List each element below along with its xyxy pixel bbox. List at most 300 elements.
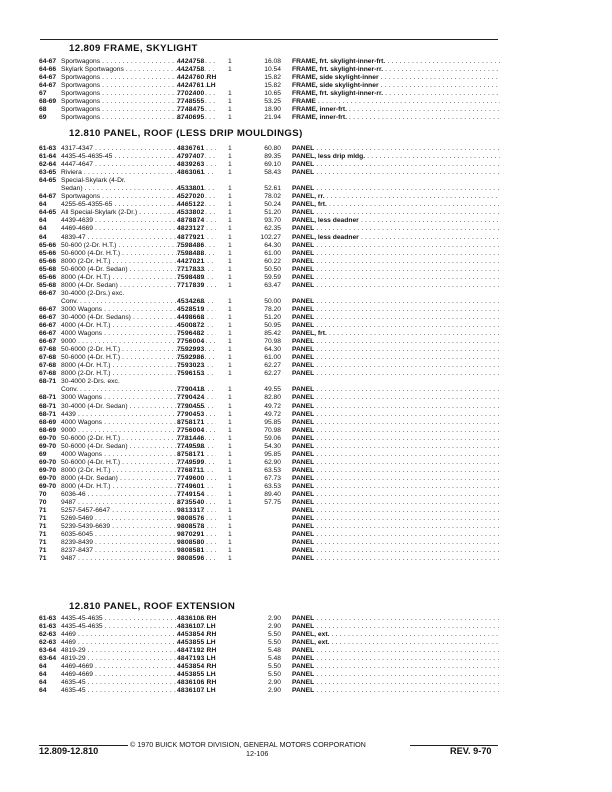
model-description-text: 6036-46 . . .: [61, 491, 216, 498]
price: 52.61: [264, 185, 281, 193]
model-year: 66-67: [39, 305, 57, 313]
price: 53.25: [264, 98, 281, 106]
model-year: 64: [39, 225, 47, 233]
top-rule: [40, 39, 498, 40]
part-name: [292, 201, 500, 209]
part-name-text: PANEL . . .: [292, 362, 500, 369]
section-title-panel-roof-extension: 12.810 PANEL, ROOF EXTENSION: [69, 601, 236, 612]
model-year: 62-63: [39, 631, 57, 639]
quantity: 1: [228, 209, 232, 217]
model-description-text: 5239-5439-6639 . . .: [61, 523, 216, 530]
part-name-text: PANEL . . .: [292, 515, 500, 522]
price: 95.85: [264, 418, 281, 426]
part-number: 7790455: [177, 402, 205, 410]
part-name: [292, 451, 500, 459]
part-name-text: PANEL . . .: [292, 679, 500, 686]
model-description-text: 4839-47 . . .: [61, 234, 216, 241]
part-number: 8758171: [177, 450, 205, 458]
part-name: [292, 298, 500, 306]
part-name: [292, 386, 500, 394]
part-name-text: PANEL . . .: [292, 615, 500, 622]
model-description-text: Riviera . . .: [61, 169, 216, 176]
quantity: 1: [228, 161, 232, 169]
quantity: 1: [228, 225, 232, 233]
quantity: 1: [228, 474, 232, 482]
part-name: [292, 539, 500, 547]
part-number: 7598488: [177, 249, 205, 257]
part-number: 7749600: [177, 474, 205, 482]
model-description-text: 4439-4639 . . .: [61, 217, 216, 224]
part-name-text: PANEL . . .: [292, 427, 500, 434]
part-name-text: PANEL . . .: [292, 491, 500, 498]
part-name-text: PANEL . . .: [292, 623, 500, 630]
model-description-text: 4435-45-4635-45 . . .: [61, 153, 216, 160]
quantity: 1: [228, 531, 232, 539]
quantity: 1: [228, 410, 232, 418]
part-number: 9870291: [177, 531, 205, 539]
price: 61.00: [264, 249, 281, 257]
model-description-text: Conv. . . .: [61, 386, 216, 393]
part-number: 4453855 LH: [177, 639, 216, 647]
price: 5.50: [267, 639, 281, 647]
quantity: 1: [228, 507, 232, 515]
part-name-text: PANEL . . .: [292, 225, 500, 232]
part-name: [292, 687, 500, 695]
part-name-text: FRAME, inner-frt. . . .: [292, 114, 500, 121]
part-number: 4839263: [177, 161, 205, 169]
price: 64.30: [264, 346, 281, 354]
model-year: 64-67: [39, 74, 57, 82]
price: 64.30: [264, 241, 281, 249]
part-number: 7756004: [177, 426, 205, 434]
model-description-text: 4469 . . .: [61, 631, 216, 638]
part-name: [292, 185, 500, 193]
quantity: 1: [228, 201, 232, 209]
model-year: 62-64: [39, 161, 57, 169]
quantity: 1: [228, 90, 232, 98]
part-name: [292, 394, 500, 402]
model-year: 71: [39, 547, 47, 555]
quantity: 1: [228, 499, 232, 507]
part-name: [292, 531, 500, 539]
part-number: 7749599: [177, 458, 205, 466]
model-year: 66-67: [39, 289, 57, 297]
part-number: 4836107 LH: [177, 623, 216, 631]
quantity: 1: [228, 386, 232, 394]
model-year: 64-67: [39, 82, 57, 90]
price: 62.27: [264, 370, 281, 378]
model-year: 64-67: [39, 58, 57, 65]
part-name: [292, 647, 500, 655]
model-description-text: 4000 (4-Dr. H.T.) . . .: [61, 322, 216, 329]
part-name-text: PANEL . . .: [292, 467, 500, 474]
part-name-text: PANEL . . .: [292, 161, 500, 168]
price: 69.10: [264, 161, 281, 169]
part-name: [292, 338, 500, 346]
part-name: [292, 547, 500, 555]
part-name: [292, 663, 500, 671]
price: 16.08: [264, 58, 281, 65]
model-description: [61, 290, 216, 298]
price: 10.54: [264, 66, 281, 74]
model-year: 69-70: [39, 458, 57, 466]
part-number: 4528519: [177, 305, 205, 313]
part-number: 4534268: [177, 297, 205, 305]
quantity: 1: [228, 233, 232, 241]
part-name: [292, 322, 500, 330]
footer-page-number: 12-106: [246, 749, 269, 758]
part-number: 4863061: [177, 169, 205, 177]
model-year: 64: [39, 679, 47, 687]
part-name-text: PANEL . . .: [292, 687, 500, 694]
price: 57.75: [264, 499, 281, 507]
model-year: 64-65: [39, 177, 57, 185]
part-name: [292, 403, 500, 411]
model-year: 64-65: [39, 209, 57, 217]
part-name: [292, 499, 500, 507]
price: 5.48: [267, 647, 281, 655]
model-description-text: 8000 (2-Dr. H.T.) . . .: [61, 258, 216, 265]
model-year: 64: [39, 233, 47, 241]
model-year: 71: [39, 531, 47, 539]
part-name: [292, 225, 500, 233]
part-number: 4453854 RH: [177, 663, 217, 671]
model-year: 69-70: [39, 474, 57, 482]
model-year: 61-63: [39, 615, 57, 622]
price: 58.43: [264, 169, 281, 177]
section-title-frame-skylight: 12.809 FRAME, SKYLIGHT: [69, 43, 198, 54]
part-number: 4427021: [177, 257, 205, 265]
price: 15.82: [264, 74, 281, 82]
part-name: [292, 354, 500, 362]
quantity: 1: [228, 241, 232, 249]
part-name: [292, 145, 500, 153]
part-number: 7598486: [177, 241, 205, 249]
model-year: 61-63: [39, 145, 57, 152]
part-number: 4453854 RH: [177, 631, 217, 639]
quantity: 1: [228, 491, 232, 499]
part-number: 4836106 RH: [177, 615, 217, 622]
model-description-text: 30-4000 (4-Dr. Sedans) . . .: [61, 314, 216, 321]
part-number: 7717839: [177, 281, 205, 289]
model-description-text: Special-Skylark (4-Dr.: [61, 177, 126, 185]
part-name: [292, 671, 500, 679]
model-description-text: 4255-65-4355-65 . . .: [61, 201, 216, 208]
model-year: 68-69: [39, 418, 57, 426]
model-description: [61, 177, 216, 185]
part-name-text: PANEL . . .: [292, 655, 500, 662]
model-year: 63-64: [39, 655, 57, 663]
model-description-text: 4435-45-4635 . . .: [61, 623, 216, 630]
model-description-text: 30-4000 (4-Dr. Sedan) . . .: [61, 403, 216, 410]
part-number: 7768711: [177, 466, 205, 474]
model-year: 66-67: [39, 313, 57, 321]
quantity: 1: [228, 338, 232, 346]
model-description-text: Sportwagons . . .: [61, 106, 216, 113]
model-description-text: 50-6000 (4-Dr. H.T.) . . .: [61, 354, 216, 361]
quantity: 1: [228, 426, 232, 434]
quantity: 1: [228, 354, 232, 362]
model-description: [61, 378, 216, 386]
part-name-text: PANEL, less drip mldg. . . .: [292, 153, 500, 160]
model-description-text: 50-6000 (4-Dr. Sedan) . . .: [61, 266, 216, 273]
model-year: 68-71: [39, 394, 57, 402]
price: 2.90: [267, 615, 281, 622]
model-year: 68-69: [39, 426, 57, 434]
model-description-text: 50-6000 (4-Dr. H.T.) . . .: [61, 459, 216, 466]
model-year: 68-69: [39, 98, 57, 106]
quantity: 1: [228, 466, 232, 474]
model-description-text: 4635-45 . . .: [61, 687, 216, 694]
model-year: 67-68: [39, 362, 57, 370]
price: 5.50: [267, 631, 281, 639]
price: 49.55: [264, 386, 281, 394]
price: 21.94: [264, 114, 281, 122]
model-description-text: 4439 . . .: [61, 411, 216, 418]
price: 102.27: [260, 233, 281, 241]
model-description-text: Conv. . . .: [61, 298, 216, 305]
footer-revision: REV. 9-70: [450, 746, 492, 756]
model-year: 67: [39, 90, 47, 98]
model-year: 69-70: [39, 442, 57, 450]
part-number: 7596482: [177, 330, 205, 338]
quantity: 1: [228, 58, 232, 65]
model-description-text: 6035-6045 . . .: [61, 531, 216, 538]
part-name: [292, 491, 500, 499]
part-name: [292, 515, 500, 523]
part-name: [292, 507, 500, 515]
part-name-text: FRAME, frt. skylight-inner-rr. . . .: [292, 90, 500, 97]
price: 49.72: [264, 402, 281, 410]
price: 54.30: [264, 442, 281, 450]
part-name-text: FRAME, side skylight-inner . . .: [292, 82, 500, 89]
model-description-text: 8239-8439 . . .: [61, 539, 216, 546]
model-year: 67-68: [39, 354, 57, 362]
part-name: [292, 555, 500, 563]
model-description-text: 8000 (4-Dr. H.T.) . . .: [61, 274, 216, 281]
model-description-text: 8000 (4-Dr. Sedan) . . .: [61, 282, 216, 289]
part-name-text: PANEL . . .: [292, 531, 500, 538]
model-description-text: 9000 . . .: [61, 427, 216, 434]
part-number: 4533801: [177, 185, 205, 193]
part-number: 4797407: [177, 153, 205, 161]
part-name-text: PANEL . . .: [292, 435, 500, 442]
part-name: [292, 282, 500, 290]
quantity: 1: [228, 106, 232, 114]
part-number: 7596153: [177, 370, 205, 378]
part-name: [292, 631, 500, 639]
model-description-text: 8000 (4-Dr. H.T.) . . .: [61, 362, 216, 369]
model-year: 68-71: [39, 410, 57, 418]
part-name-text: PANEL . . .: [292, 242, 500, 249]
price: 60.80: [264, 145, 281, 152]
price: 78.02: [264, 193, 281, 201]
part-number: 4498668: [177, 313, 205, 321]
part-number: 8735540: [177, 499, 205, 507]
part-number: 7598489: [177, 273, 205, 281]
price: 50.95: [264, 322, 281, 330]
model-description-text: Sportwagons . . .: [61, 98, 216, 105]
part-name-text: PANEL . . .: [292, 663, 500, 670]
part-name-text: PANEL . . .: [292, 539, 500, 546]
model-year: 71: [39, 515, 47, 523]
quantity: 1: [228, 539, 232, 547]
part-name-text: PANEL . . .: [292, 459, 500, 466]
price: 10.65: [264, 90, 281, 98]
part-name: [292, 266, 500, 274]
price: 85.42: [264, 330, 281, 338]
part-name-text: PANEL . . .: [292, 671, 500, 678]
quantity: 1: [228, 153, 232, 161]
part-name-text: FRAME, frt. skylight-inner-frt. . . .: [292, 58, 500, 65]
model-year: 71: [39, 555, 47, 563]
price: 67.73: [264, 474, 281, 482]
quantity: 1: [228, 370, 232, 378]
part-name-text: PANEL . . .: [292, 306, 500, 313]
quantity: 1: [228, 169, 232, 177]
part-number: 7593023: [177, 362, 205, 370]
part-name-text: PANEL . . .: [292, 386, 500, 393]
model-description-text: 4000 Wagons . . .: [61, 419, 216, 426]
model-description-text: 4317-4347 . . .: [61, 145, 216, 152]
price: 61.00: [264, 354, 281, 362]
part-name: [292, 306, 500, 314]
part-name-text: PANEL . . .: [292, 298, 500, 305]
model-year: 65-68: [39, 265, 57, 273]
model-description-text: Sportwagons . . .: [61, 74, 216, 81]
part-name: [292, 242, 500, 250]
part-name: [292, 90, 500, 98]
model-description-text: Sportwagons . . .: [61, 82, 216, 89]
part-name-text: PANEL, frt. . . .: [292, 330, 500, 337]
part-name: [292, 346, 500, 354]
part-name: [292, 467, 500, 475]
part-name: [292, 153, 500, 161]
part-number: 7748475: [177, 106, 205, 114]
price: 51.20: [264, 209, 281, 217]
price: 18.90: [264, 106, 281, 114]
part-number: 4836761: [177, 145, 205, 152]
part-name-text: PANEL . . .: [292, 145, 500, 152]
model-year: 69-70: [39, 434, 57, 442]
model-year: 67-68: [39, 346, 57, 354]
part-number: 4424760 RH: [177, 74, 217, 82]
part-name: [292, 615, 500, 623]
part-name-text: PANEL . . .: [292, 282, 500, 289]
model-description-text: 8000 (4-Dr. H.T.) . . .: [61, 483, 216, 490]
part-name: [292, 250, 500, 258]
part-name-text: PANEL . . .: [292, 370, 500, 377]
model-description-text: 5269-5469 . . .: [61, 515, 216, 522]
model-description-text: 3000 Wagons . . .: [61, 306, 216, 313]
model-description-text: Sportwagons . . .: [61, 114, 216, 121]
part-name: [292, 209, 500, 217]
price: 70.98: [264, 426, 281, 434]
quantity: 1: [228, 217, 232, 225]
model-description-text: 4469-4669 . . .: [61, 671, 216, 678]
part-name-text: FRAME, side skylight-inner . . .: [292, 74, 500, 81]
model-year: 62-63: [39, 639, 57, 647]
part-name: [292, 435, 500, 443]
price: 82.80: [264, 394, 281, 402]
part-name: [292, 655, 500, 663]
model-description-text: 4469 . . .: [61, 639, 216, 646]
model-description-text: Sportwagons . . .: [61, 193, 216, 200]
model-year: 65-68: [39, 281, 57, 289]
model-description-text: 4435-45-4635 . . .: [61, 615, 216, 622]
part-name: [292, 459, 500, 467]
part-name-text: PANEL . . .: [292, 451, 500, 458]
part-name-text: PANEL . . .: [292, 354, 500, 361]
part-number: 7790418: [177, 386, 205, 394]
part-number: 4500872: [177, 322, 205, 330]
quantity: 1: [228, 185, 232, 193]
part-number: 8740695: [177, 114, 205, 122]
model-description-text: Skylark Sportwagons . . .: [61, 66, 216, 73]
part-name: [292, 82, 500, 90]
part-name-text: FRAME, frt. skylight-inner-rr. . . .: [292, 66, 500, 73]
quantity: 1: [228, 281, 232, 289]
model-year: 65-66: [39, 249, 57, 257]
part-number: 4847193 LH: [177, 655, 216, 663]
part-name-text: PANEL, rr. . . .: [292, 193, 500, 200]
part-name-text: PANEL . . .: [292, 555, 500, 562]
model-year: 64: [39, 663, 47, 671]
section-title-panel-roof: 12.810 PANEL, ROOF (LESS DRIP MOULDINGS): [69, 128, 303, 139]
model-year: 61-64: [39, 153, 57, 161]
part-name-text: PANEL . . .: [292, 346, 500, 353]
price: 59.06: [264, 434, 281, 442]
model-description-text: 8000 (2-Dr. H.T.) . . .: [61, 370, 216, 377]
part-name: [292, 169, 500, 177]
price: 89.35: [264, 153, 281, 161]
price: 59.59: [264, 273, 281, 281]
price: 60.22: [264, 257, 281, 265]
model-year: 64-66: [39, 66, 57, 74]
part-number: 9808596: [177, 555, 205, 563]
part-name-text: PANEL . . .: [292, 250, 500, 257]
model-description-text: 8000 (4-Dr. Sedan) . . .: [61, 475, 216, 482]
footer-section-range: 12.809-12.810: [39, 746, 99, 756]
price: 15.82: [264, 82, 281, 90]
model-year: 65-66: [39, 273, 57, 281]
part-number: 7717833: [177, 265, 205, 273]
model-year: 64: [39, 687, 47, 695]
quantity: 1: [228, 458, 232, 466]
part-name-text: PANEL . . .: [292, 266, 500, 273]
part-name-text: PANEL . . .: [292, 443, 500, 450]
part-name-text: PANEL . . .: [292, 274, 500, 281]
part-name: [292, 217, 500, 225]
model-year: 64: [39, 201, 47, 209]
model-year: 64: [39, 671, 47, 679]
part-name: [292, 362, 500, 370]
part-name: [292, 623, 500, 631]
part-name: [292, 411, 500, 419]
footer-copyright: © 1970 BUICK MOTOR DIVISION, GENERAL MOTORS CORPORATION: [130, 740, 366, 749]
model-description-text: 4635-45 . . .: [61, 679, 216, 686]
model-description-text: 9487 . . .: [61, 499, 216, 506]
part-number: 4424758: [177, 66, 205, 74]
part-name: [292, 106, 500, 114]
price: 63.47: [264, 281, 281, 289]
quantity: 1: [228, 265, 232, 273]
price: 62.27: [264, 362, 281, 370]
model-year: 64: [39, 217, 47, 225]
part-number: 4877921: [177, 233, 205, 241]
quantity: 1: [228, 442, 232, 450]
part-number: 7749598: [177, 442, 205, 450]
